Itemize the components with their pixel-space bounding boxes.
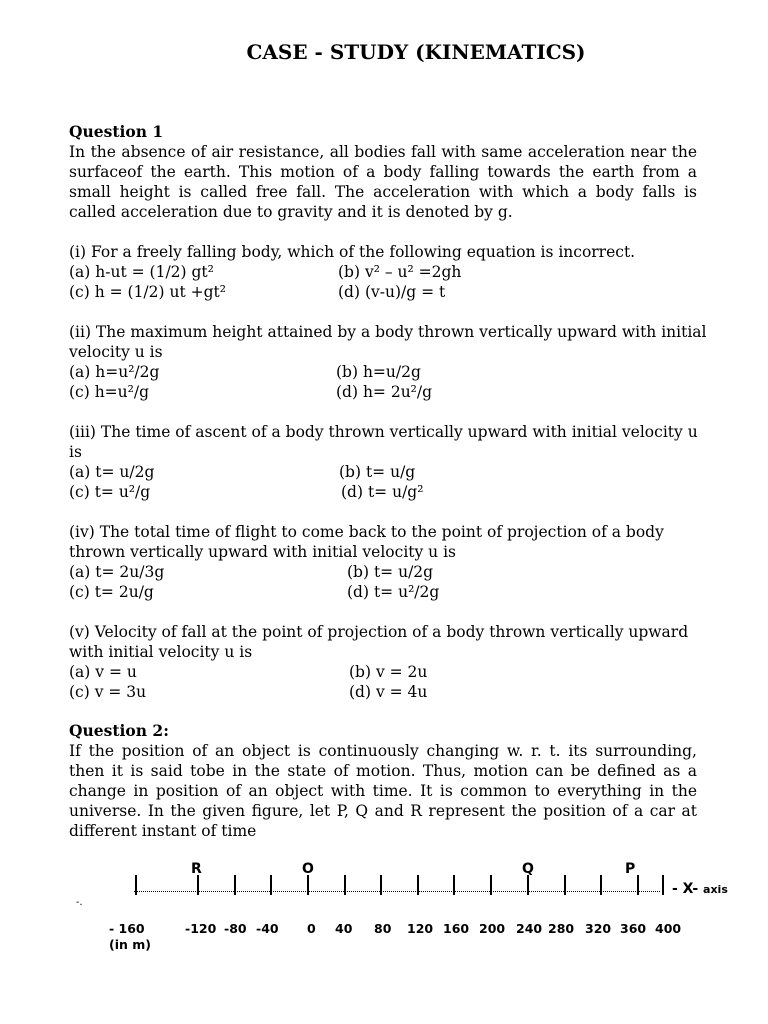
q1-part-iii-question-line-1: (iii) The time of ascent of a body thrown vertically upward with initial velocity u <box>69 423 698 441</box>
q1-part-iv-question-line-2: thrown vertically upward with initial velocity u is <box>69 543 457 561</box>
tick-value-label: 240 <box>516 921 543 936</box>
axis-tick <box>344 875 346 895</box>
q1-part-v-option-a: (a) v = u <box>69 663 137 681</box>
q1-part-iv-option-a: (a) t= 2u/3g <box>69 563 165 581</box>
q1-part-iv-option-c: (c) t= 2u/g <box>69 583 154 601</box>
axis-tick <box>564 875 566 895</box>
question-1-heading: Question 1 <box>69 122 164 141</box>
axis-tick <box>600 875 602 895</box>
q1-part-v-question-line-1: (v) Velocity of fall at the point of projection of a body thrown vertically upward <box>69 623 689 641</box>
q1-part-i-option-c: (c) h = (1/2) ut +gt² <box>69 283 226 301</box>
q1-part-ii-option-d: (d) h= 2u²/g <box>336 383 433 401</box>
tick-value-label: 200 <box>479 921 506 936</box>
q1-part-v-option-d: (d) v = 4u <box>349 683 428 701</box>
tick-value-label: - 160 <box>109 921 145 936</box>
q1-part-iii-option-a: (a) t= u/2g <box>69 463 155 481</box>
position-number-line-figure <box>0 855 768 965</box>
q1-part-iii-option-d: (d) t= u/g² <box>341 483 424 501</box>
q1-part-i-question: (i) For a freely falling body, which of the following equation is incorrect. <box>69 243 636 261</box>
q1-part-iv-option-d: (d) t= u²/2g <box>347 583 440 601</box>
q1-part-v-option-c: (c) v = 3u <box>69 683 147 701</box>
point-label-q: Q <box>522 861 534 877</box>
axis-tick <box>662 875 664 895</box>
q1-part-iv-question-line-1: (iv) The total time of flight to come back to the point of projection of a body <box>69 523 664 541</box>
point-label-p: P <box>625 861 636 877</box>
question-1-intro: In the absence of air resistance, all bodies fall with same acceleration near the surfaceof the earth. This motion of a body falling towards the earth from a small height is called free fall. The acceleration with which a body falls is called acceleration due to gravity and it is denoted by g. <box>69 143 697 221</box>
tick-value-label: -80 <box>224 921 247 936</box>
q1-part-ii-option-b: (b) h=u/2g <box>336 363 421 381</box>
q1-part-iii-question-line-2: is <box>69 443 82 461</box>
q1-part-iii-option-b: (b) t= u/g <box>339 463 416 481</box>
axis-tick <box>307 875 309 895</box>
q1-part-ii-option-c: (c) h=u²/g <box>69 383 150 401</box>
q1-part-ii-question-line-2: velocity u is <box>69 343 163 361</box>
axis-tick <box>234 875 236 895</box>
axis-tick <box>135 875 137 895</box>
q1-part-i-option-b: (b) v² – u² =2gh <box>338 263 462 281</box>
axis-dotted-line <box>134 891 660 892</box>
tick-value-label: -40 <box>256 921 279 936</box>
q1-part-ii-question-line-1: (ii) The maximum height attained by a body thrown vertically upward with initial <box>69 323 707 341</box>
tick-value-label: 320 <box>585 921 612 936</box>
tick-value-label: 120 <box>407 921 434 936</box>
tick-value-label: 400 <box>655 921 682 936</box>
axis-tick <box>490 875 492 895</box>
q1-part-v-option-b: (b) v = 2u <box>349 663 428 681</box>
tick-value-label: 40 <box>335 921 353 936</box>
axis-tick <box>197 875 199 895</box>
tick-value-label: -120 <box>185 921 217 936</box>
tick-value-label: 280 <box>548 921 575 936</box>
point-label-o: O <box>302 861 314 877</box>
x-axis-symbol: - X- <box>672 881 699 897</box>
axis-unit-label: (in m) <box>109 937 151 952</box>
q1-part-iii-option-c: (c) t= u²/g <box>69 483 151 501</box>
axis-tick <box>637 875 639 895</box>
axis-tick <box>527 875 529 895</box>
tick-value-label: 80 <box>374 921 392 936</box>
tick-value-label: 160 <box>443 921 470 936</box>
x-axis-label <box>672 881 728 897</box>
q1-part-i-option-d: (d) (v-u)/g = t <box>338 283 446 301</box>
axis-tick <box>270 875 272 895</box>
axis-tick <box>417 875 419 895</box>
q1-part-i-option-a: (a) h-ut = (1/2) gt² <box>69 263 214 281</box>
question-2-heading: Question 2: <box>69 721 169 740</box>
q1-part-v-question-line-2: with initial velocity u is <box>69 643 253 661</box>
point-label-r: R <box>191 861 202 877</box>
axis-tick <box>453 875 455 895</box>
tick-value-label: 360 <box>620 921 647 936</box>
question-2-intro: If the position of an object is continuously changing w. r. t. its surrounding, then it is said tobe in the state of motion. Thus, motion can be defined as a change in position of an object with time. It is common to everything in the universe. In the given figure, let P, Q and R represent the position of a car at different instant of time <box>69 742 697 840</box>
tick-value-label: 0 <box>307 921 316 936</box>
page-title: CASE - STUDY (KINEMATICS) <box>246 40 586 64</box>
q1-part-ii-option-a: (a) h=u²/2g <box>69 363 160 381</box>
x-axis-word: axis <box>703 883 728 896</box>
q1-part-iv-option-b: (b) t= u/2g <box>347 563 434 581</box>
stray-mark: -. <box>76 897 83 908</box>
axis-tick <box>380 875 382 895</box>
